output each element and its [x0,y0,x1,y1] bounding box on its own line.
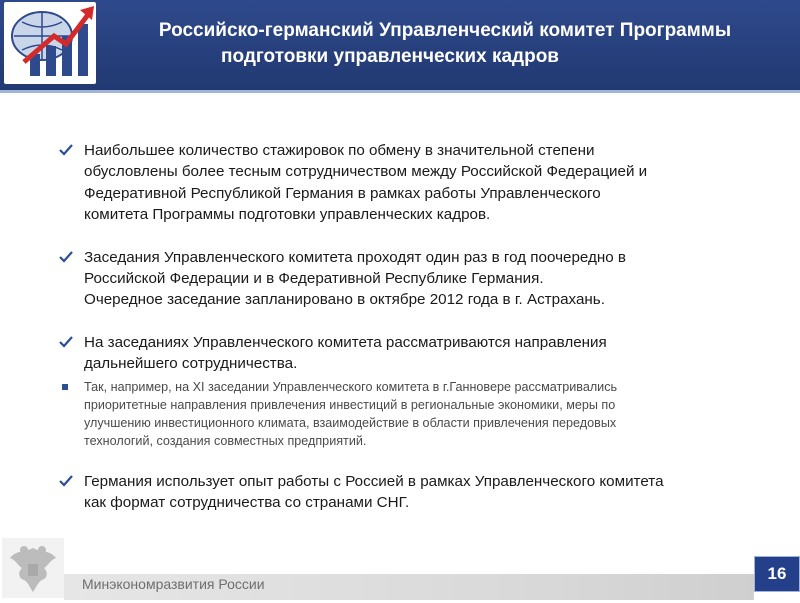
checkmark-icon [58,473,74,489]
page-number: 16 [754,556,800,592]
title-line-1: Российско-германский Управленческий комитет Программы [158,20,732,41]
bullet-text: Германия использует опыт работы с Россией в рамках Управленческого комитета как формат сотрудничества со странами СНГ. [84,472,664,512]
slide-footer [0,536,800,600]
bullet-item-2 [58,247,764,311]
slide-header [0,0,800,90]
header-accent-bar [0,90,800,93]
bullet-text: Заседания Управленческого комитета проходят один раз в год поочередно в Российской Федерации и в Федеративной Республике Германия. Очередное заседание запланировано в октябре 2012 года в г. Астрахань. [84,248,626,309]
bullet-text: На заседаниях Управленческого комитета рассматриваются направления дальнейшего сотрудничества. [84,333,607,373]
ministry-label: Минэкономразвития России [82,576,265,592]
slide-body [58,140,764,513]
slide-title [100,18,790,70]
bullet-item-3 [58,332,764,375]
sub-bullet-item [58,378,764,450]
sub-bullet-text: Так, например, на XI заседании Управленческого комитета в г.Ганновере рассматривались приоритетные направления привлечения инвестиций в региональные экономики, меры по улучшению инвестиционного климата, взаимодействие в области привлечения передовых технологий, создания совместных предприятий. [84,379,618,448]
bullet-item-4 [58,471,764,514]
square-bullet-icon [62,384,68,390]
checkmark-icon [58,249,74,265]
title-line-2: подготовки управленческих кадров [221,46,559,67]
bullet-item-1 [58,140,764,226]
checkmark-icon [58,334,74,350]
checkmark-icon [58,142,74,158]
globe-chart-logo-icon [4,2,96,84]
double-headed-eagle-emblem-icon [2,538,64,598]
bullet-text: Наибольшее количество стажировок по обмену в значительной степени обусловлены более тесным сотрудничеством между Российской Федерацией и Федеративной Республикой Германия в рамках работы Управленческого комитета Программы подготовки управленческих кадров. [84,142,648,224]
